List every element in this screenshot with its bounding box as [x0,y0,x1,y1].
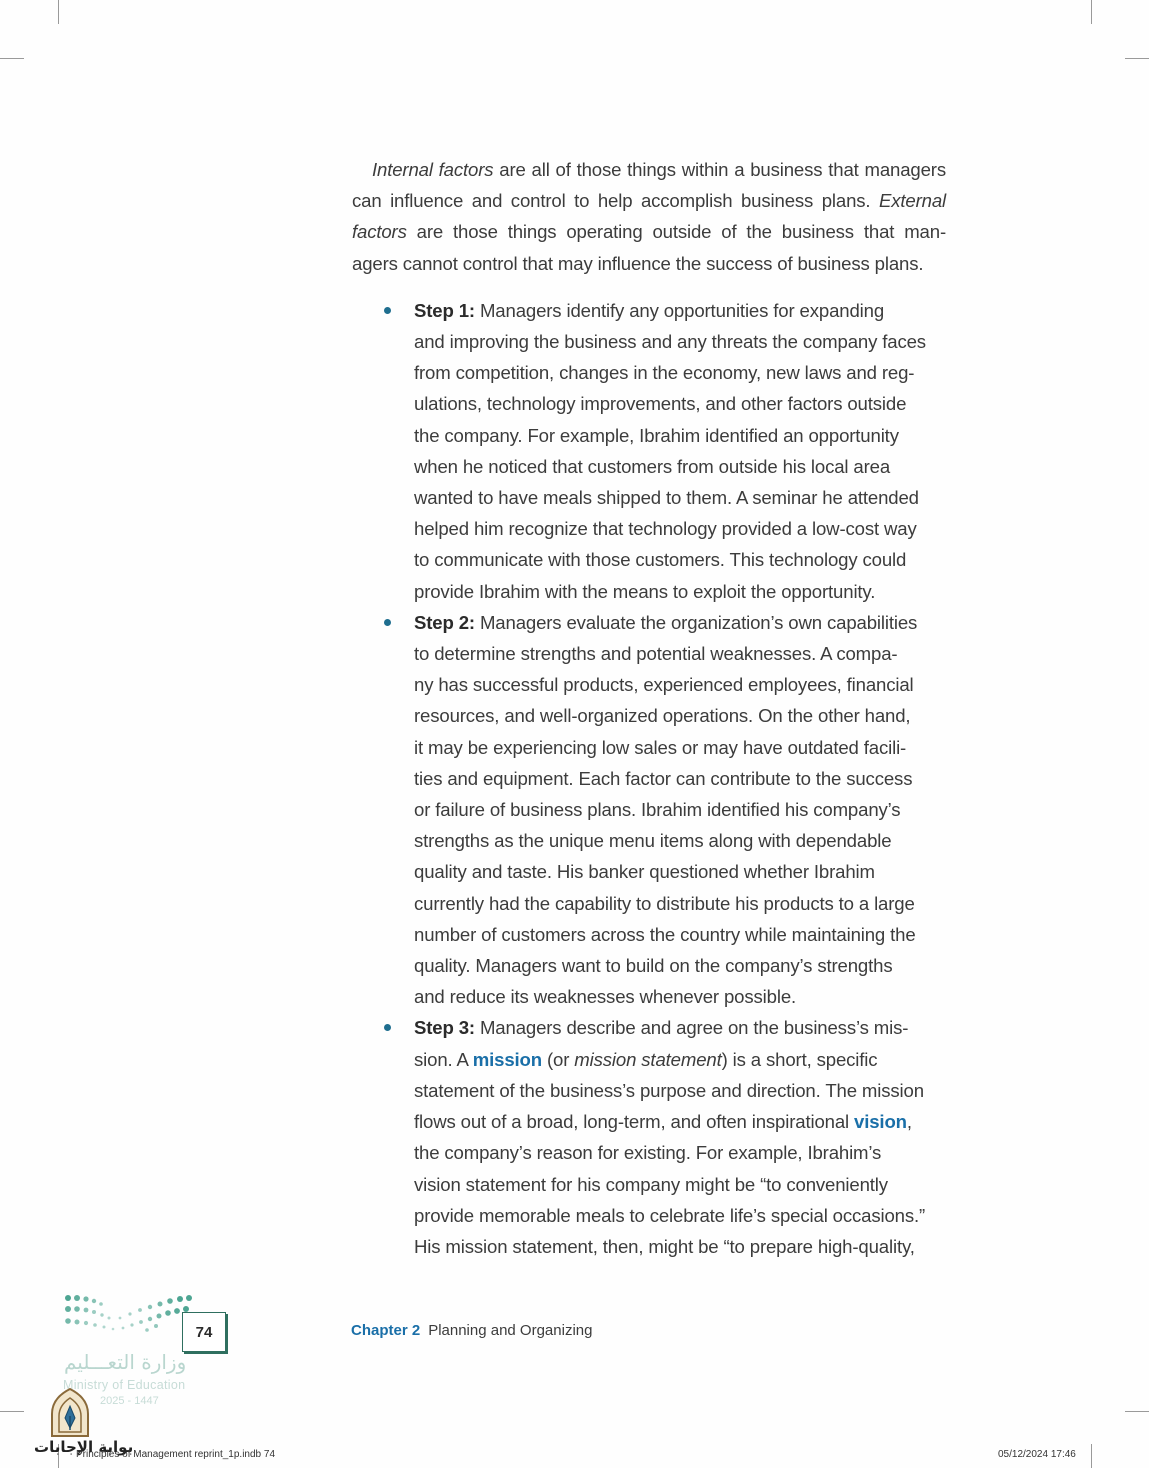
intro-paragraph: Internal factors are all of those things within a business that managers can influence and control to help accomplish business plans. External factors are those things operating outside of the business that man- agers cannot control that may influence the success of business plans. [352,159,946,274]
ministry-year: 2025 - 1447 [100,1395,159,1407]
chapter-label: Chapter 2 [351,1322,421,1339]
crop-mark [1091,1444,1092,1468]
crop-mark [1091,0,1092,24]
step-label: Step 2: [414,611,475,633]
crop-mark [58,0,59,24]
term-internal-factors: Internal factors [372,159,494,180]
page-number: 74 [182,1312,226,1352]
watermark-text: بوابة الإجابات [34,1438,134,1456]
crop-mark [0,1411,24,1412]
crop-mark [0,58,24,59]
step-label: Step 3: [414,1017,475,1039]
body-text [352,154,946,1262]
bullet-icon [384,1024,391,1031]
bullet-icon [384,619,391,626]
step-3-item: Step 3: Managers describe and agree on the business’s mis- sion. A mission (or mission statement) is a short, specific statement of the business’s purpose and direction. The mission flows out of a broad, long-term, and often inspirational vision, the company’s reason for existing. For example, Ibrahim’s vision statement for his company might be “to conveniently provide memorable meals to celebrate life’s special occasions.” His mission statement, then, might be “to prepare high-quality, [352,1012,946,1262]
crop-mark [1125,1411,1149,1412]
step-1-item: Step 1: Managers identify any opportunities for expanding and improving the business and any threats the company faces from competition, changes in the economy, new laws and reg- ulations, technology improvements, and other factors outside the company. For example, Ibrahim identified an opportunity when he noticed that customers from outside his local area wanted to have meals shipped to them. A seminar he attended helped him recognize that technology provided a low-cost way to communicate with those customers. This technology could provide Ibrahim with the means to exploit the opportunity. [352,295,946,607]
crop-mark [1125,58,1149,59]
bullet-icon [384,307,391,314]
steps-list [352,295,946,1262]
step-2-item: Step 2: Managers evaluate the organization’s own capabilities to determine strengths and potential weaknesses. A compa- ny has successful products, experienced employees, financial resources, and well-organized operations. On the other hand, it may be experiencing low sales or may have outdated facili- ties and equipment. Each factor can contribute to the success or failure of business plans. Ibrahim identified his company’s strengths as the unique menu items along with dependable quality and taste. His banker questioned whether Ibrahim currently had the capability to distribute his products to a large number of customers across the country while maintaining the quality. Managers want to build on the company’s strengths and reduce its weaknesses whenever possible. [352,607,946,1013]
step-label: Step 1: [414,299,475,321]
print-slug-file: Principles of Management reprint_1p.indb 74 [76,1449,276,1460]
term-vision: vision [854,1111,907,1133]
ministry-name-english: Ministry of Education [63,1378,186,1392]
print-slug-datetime: 05/12/2024 17:46 [998,1449,1076,1460]
ministry-name-arabic: وزارة التعـــليم [64,1350,187,1374]
chapter-footer [351,1322,592,1339]
watermark-stamp-icon [46,1386,94,1438]
chapter-title: Planning and Organizing [428,1322,593,1339]
term-mission: mission [472,1048,542,1070]
term-external-factors: External [878,190,946,212]
